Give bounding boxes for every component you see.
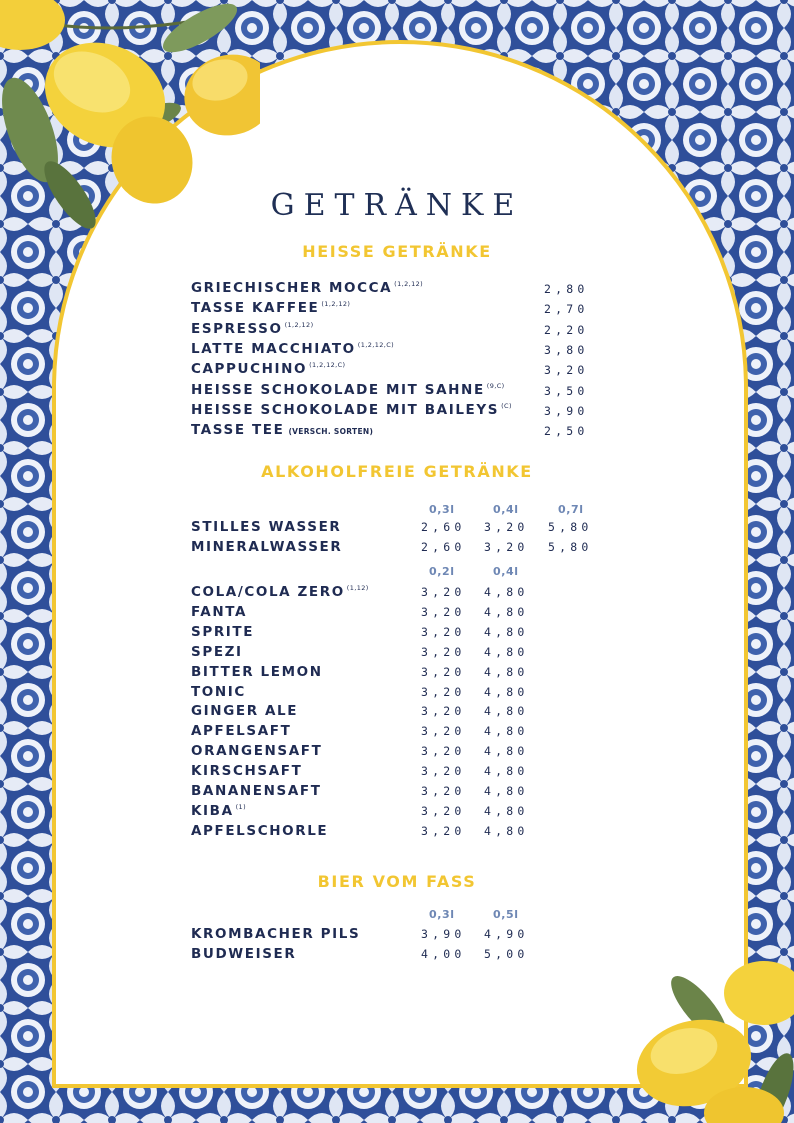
menu-item-price: 4,80 [484, 724, 529, 739]
menu-item-price: 4,90 [484, 927, 529, 941]
menu-item-name: TASSE KAFFEE $^{(1,2,12)}$ [191, 300, 351, 317]
menu-item-name: TONIC [191, 683, 246, 700]
menu-item-name: GRIECHISCHER MOCCA $^{(1,2,12)}$ [191, 280, 424, 296]
menu-item-price: 2,70 [544, 302, 589, 317]
menu-item-price: 3,20 [421, 604, 466, 619]
menu-item-price: 4,80 [484, 823, 529, 838]
menu-item-price: 4,80 [484, 585, 529, 599]
size-label: 0,5l [493, 908, 519, 921]
menu-item-price: 3,20 [544, 363, 589, 378]
lemon-branch-icon [624, 953, 794, 1123]
menu-item-price: 3,20 [421, 764, 466, 779]
menu-item-price: 3,90 [544, 403, 589, 418]
menu-item-name: HEISSE SCHOKOLADE MIT BAILEYS $^{(C)}$ [191, 401, 512, 418]
size-label: 0,4l [493, 503, 519, 516]
menu-item-price: 4,80 [484, 744, 529, 759]
menu-item-price: 3,20 [421, 644, 466, 659]
section-heading-softdrinks: ALKOHOLFREIE GETRÄNKE [261, 462, 533, 481]
menu-item-name: BANANENSAFT [191, 783, 322, 799]
menu-item-name: KROMBACHER PILS [191, 926, 361, 942]
menu-item-name: KIBA $^{(1)}$ [191, 802, 247, 819]
size-label: 0,7l [558, 503, 584, 516]
size-label: 0,4l [493, 565, 519, 578]
allergen-note: (1,2,12) [321, 300, 351, 309]
menu-item-name: ORANGENSAFT [191, 743, 323, 760]
menu-item-name: BITTER LEMON [191, 663, 323, 680]
allergen-note: (VERSCH. SORTEN) [288, 427, 374, 437]
menu-item-price: 5,80 [548, 540, 593, 554]
allergen-note: (1,12) [346, 584, 369, 592]
menu-item-price: 4,80 [484, 803, 529, 818]
menu-item-price: 4,80 [484, 764, 529, 779]
menu-item-name: APFELSAFT [191, 723, 292, 740]
menu-item-name: ESPRESSO $^{(1,2,12)}$ [191, 320, 314, 337]
menu-item-price: 2,20 [544, 322, 589, 337]
menu-item-price: 3,20 [484, 540, 529, 554]
menu-item-name: SPRITE [191, 623, 255, 640]
menu-item-price: 3,20 [421, 803, 466, 818]
menu-item-price: 3,20 [421, 823, 466, 838]
menu-item-name: CAPPUCHINO $^{(1,2,12,C)}$ [191, 361, 346, 378]
menu-item-price: 4,80 [484, 784, 529, 798]
menu-item-price: 3,90 [421, 927, 466, 941]
menu-item-price: 3,80 [544, 342, 589, 357]
menu-item-price: 2,80 [544, 282, 589, 296]
page-title: GETRÄNKE [270, 188, 524, 223]
menu-item-name: MINERALWASSER [191, 539, 343, 555]
menu-item-price: 4,80 [484, 664, 529, 679]
size-label: 0,3l [429, 908, 455, 921]
menu-item-price: 3,20 [421, 585, 466, 599]
menu-item-price: 3,20 [421, 664, 466, 679]
menu-item-price: 3,20 [421, 744, 466, 759]
menu-item-name: BUDWEISER [191, 946, 297, 962]
menu-item-name: APFELSCHORLE [191, 822, 329, 839]
menu-item-price: 5,00 [484, 947, 529, 961]
menu-item-price: 4,80 [484, 624, 529, 639]
menu-item-price: 4,00 [421, 947, 466, 961]
allergen-note: (1,2,12,C) [309, 361, 346, 370]
allergen-note: (1,2,12,C) [357, 340, 395, 349]
menu-item-name: COLA/COLA ZERO $^{(1,12)}$ [191, 584, 369, 600]
section-heading-beer: BIER VOM FASS [317, 872, 477, 891]
menu-item-price: 3,20 [421, 704, 466, 719]
menu-item-name: GINGER ALE [191, 703, 299, 720]
menu-item-name: TASSE TEE (VERSCH. SORTEN) [191, 422, 374, 439]
size-label: 0,3l [429, 503, 455, 516]
menu-item-price: 4,80 [484, 644, 529, 659]
menu-item-name: HEISSE SCHOKOLADE MIT SAHNE $^{(9,C)}$ [191, 381, 505, 398]
menu-item-price: 3,20 [484, 520, 529, 534]
menu-item-price: 3,50 [544, 383, 589, 398]
menu-item-name: KIRSCHSAFT [191, 763, 303, 780]
section-heading-hot: HEISSE GETRÄNKE [302, 242, 492, 261]
size-label: 0,2l [429, 565, 455, 578]
menu-item-price: 3,20 [421, 624, 466, 639]
allergen-note: (9,C) [486, 381, 505, 390]
menu-item-price: 2,60 [421, 520, 466, 534]
allergen-note: (C) [501, 401, 512, 410]
menu-item-price: 2,50 [544, 424, 589, 439]
menu-item-name: FANTA [191, 603, 248, 620]
menu-item-price: 3,20 [421, 724, 466, 739]
menu-item-price: 3,20 [421, 784, 466, 798]
menu-item-price: 5,80 [548, 520, 593, 534]
allergen-note: (1,2,12) [394, 280, 424, 288]
menu-item-price: 4,80 [484, 704, 529, 719]
menu-item-name: LATTE MACCHIATO $^{(1,2,12,C)}$ [191, 340, 395, 357]
menu-item-name: SPEZI [191, 643, 243, 660]
menu-item-price: 4,80 [484, 604, 529, 619]
menu-item-price: 2,60 [421, 540, 466, 554]
menu-item-price: 4,80 [484, 684, 529, 699]
menu-item-price: 3,20 [421, 684, 466, 699]
allergen-note: (1) [235, 802, 247, 811]
menu-item-name: STILLES WASSER [191, 519, 342, 535]
allergen-note: (1,2,12) [284, 320, 314, 329]
